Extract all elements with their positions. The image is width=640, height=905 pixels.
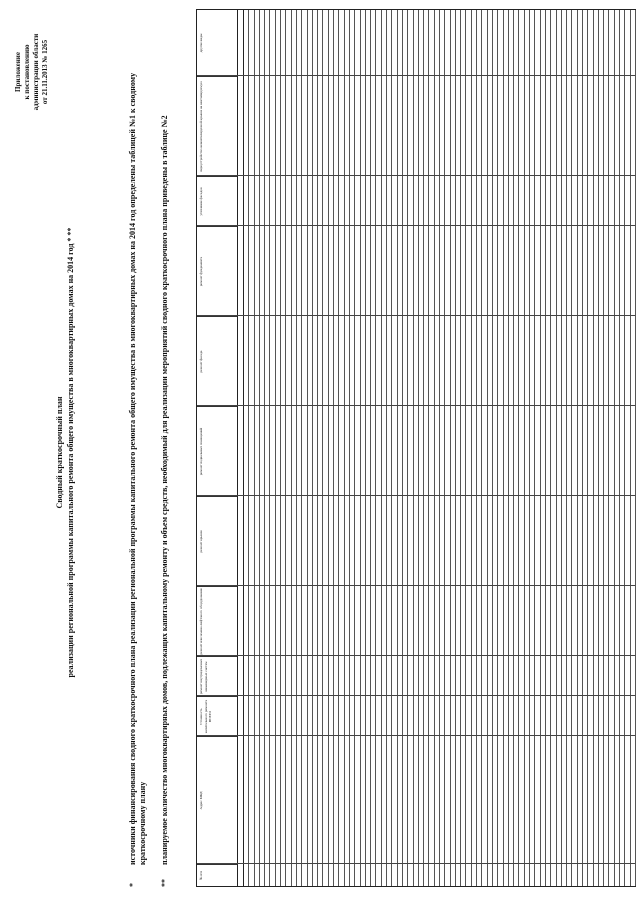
title-line-2: реализации региональной программы капитального ремонта общего имущества в многоквартирных домах на 2014 год * ** xyxy=(66,227,75,678)
footnote-text: планируемое количество многоквартирных домов, подлежащих капитальному ремонту и объем средств, необходимый для реализации мероприятий сводного краткосрочного плана приведены в таблице №2 xyxy=(160,115,169,865)
footnote-financing xyxy=(128,17,148,887)
header-cell: переустройство невентилируемой крыши на вентилируемую xyxy=(197,76,237,176)
repair-plan-table xyxy=(196,9,636,887)
table-body xyxy=(244,10,635,886)
table-row xyxy=(631,10,636,886)
header-cell: ремонт внутридомовых инженерных систем xyxy=(197,656,237,696)
footnote-mark: ** xyxy=(160,879,169,887)
header-cell: ремонт фундамента xyxy=(197,226,237,316)
header-cell: ремонт крыши xyxy=(197,496,237,586)
annex-block xyxy=(14,12,50,132)
column-divider xyxy=(197,225,635,226)
header-cell: другие виды xyxy=(199,33,203,53)
annex-line-4: от 21.11.2013 № 1265 xyxy=(41,39,49,105)
header-cell: № п/п xyxy=(197,864,237,886)
column-divider xyxy=(197,863,635,864)
column-divider xyxy=(197,405,635,406)
header-divider xyxy=(237,10,238,886)
footnote-houses xyxy=(160,17,170,887)
column-divider xyxy=(197,175,635,176)
column-divider xyxy=(197,655,635,656)
column-divider xyxy=(197,75,635,76)
header-cell: ремонт или замена лифтового оборудования xyxy=(197,586,237,656)
column-divider xyxy=(197,695,635,696)
header-cell: ремонт фасада xyxy=(197,316,237,406)
annex-line-3: администрации области xyxy=(32,33,40,111)
annex-line-2: к постановлению xyxy=(23,44,31,100)
header-cell: Адрес МКД xyxy=(197,736,237,864)
header-cell: Стоимость капитального ремонта ВСЕГО xyxy=(197,696,237,736)
annex-line-1: Приложение xyxy=(14,52,22,92)
column-divider xyxy=(197,735,635,736)
footnote-mark: * xyxy=(128,883,137,887)
footnote-text: источники финансирования сводного краткосрочного плана реализации региональной программы капитального ремонта общего имущества в многоквартирных домах на 2014 год определены таблицей №1 к сводному краткосрочному плану xyxy=(128,72,147,865)
header-cell: ремонт подвальных помещений xyxy=(197,406,237,496)
column-divider xyxy=(197,585,635,586)
header-cell: утепление фасадов xyxy=(197,176,237,226)
column-divider xyxy=(197,315,635,316)
document-title xyxy=(54,0,76,905)
column-divider xyxy=(197,495,635,496)
title-line-1: Сводный краткосрочный план xyxy=(55,396,64,509)
